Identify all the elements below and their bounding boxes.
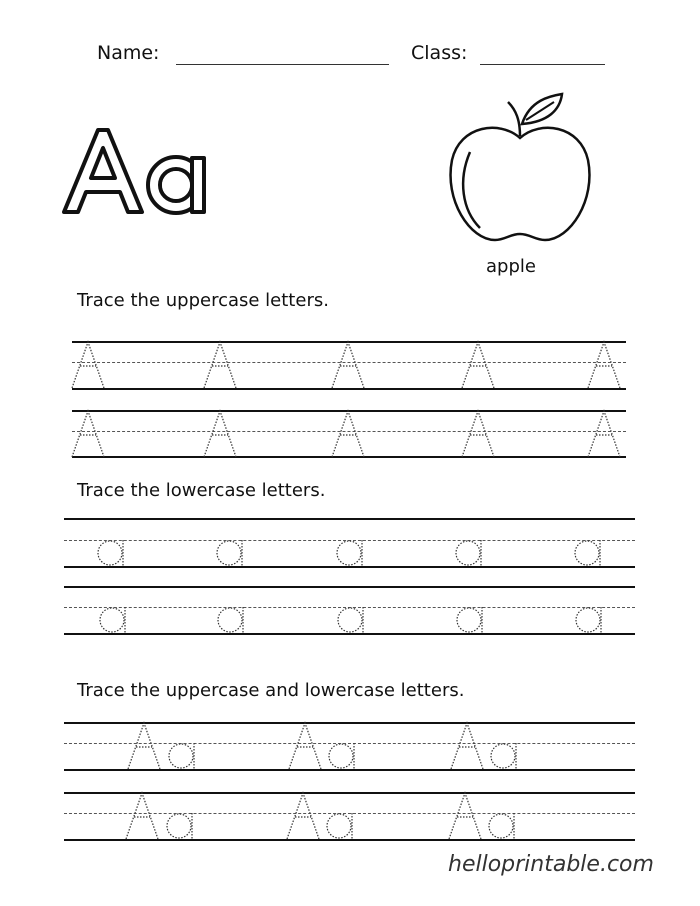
instruction-mixed: Trace the uppercase and lowercase letters. [77,680,465,701]
picture-word: apple [486,256,536,277]
footer-site: helloprintable.com [448,852,654,877]
instruction-lowercase: Trace the lowercase letters. [77,480,326,501]
class-label: Class: [411,42,468,64]
dotted-Aa [126,723,516,839]
name-label: Name: [97,42,160,64]
dotted-A [72,342,620,457]
dotted-a [98,540,601,633]
instruction-uppercase: Trace the uppercase letters. [77,290,329,311]
